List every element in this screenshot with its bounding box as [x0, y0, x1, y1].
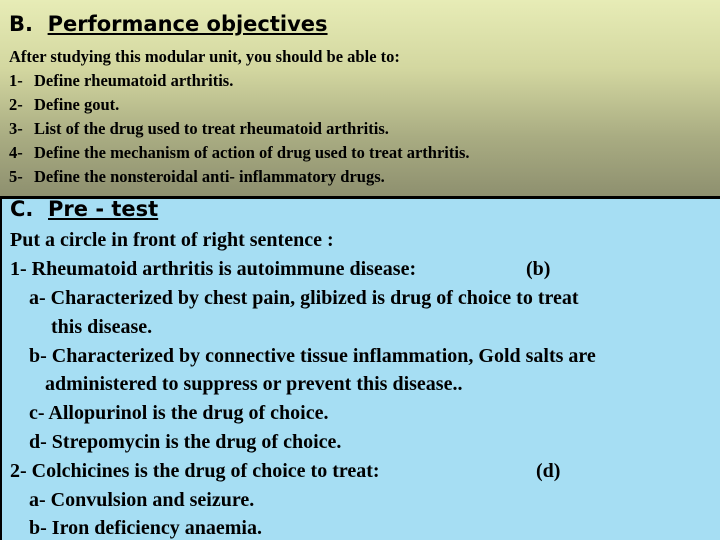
option-line: a- Convulsion and seizure. — [29, 489, 255, 511]
answer-key: (b) — [526, 258, 551, 280]
option-line: a- Characterized by chest pain, glibized is drug of choice to treat — [29, 287, 579, 309]
question-stem: 1- Rheumatoid arthritis is autoimmune disease: — [10, 258, 417, 280]
section-b-letter: B. — [9, 12, 33, 36]
section-b-title: Performance objectives — [47, 12, 328, 36]
objective-text: Define the mechanism of action of drug used to treat arthritis. — [34, 143, 470, 162]
objective-text: Define the nonsteroidal anti- inflammatory drugs. — [34, 167, 385, 186]
objective-number: 2- — [9, 95, 23, 114]
objective-item — [9, 145, 470, 162]
option-line: b- Characterized by connective tissue inflammation, Gold salts are — [29, 345, 596, 367]
objective-number: 3- — [9, 119, 23, 138]
objective-item — [9, 97, 119, 114]
objective-number: 1- — [9, 71, 23, 90]
objectives-intro: After studying this modular unit, you should be able to: — [9, 47, 400, 66]
objective-item — [9, 73, 233, 90]
section-c-letter: C. — [10, 197, 34, 221]
pre-test-instruction: Put a circle in front of right sentence : — [10, 229, 334, 251]
section-c-title: Pre - test — [48, 197, 159, 221]
objective-number: 5- — [9, 167, 23, 186]
objective-number: 4- — [9, 143, 23, 162]
objective-item — [9, 169, 385, 186]
section-b-heading — [9, 14, 328, 35]
option-line: this disease. — [51, 316, 153, 338]
objective-text: List of the drug used to treat rheumatoid arthritis. — [34, 119, 389, 138]
option-line: c- Allopurinol is the drug of choice. — [29, 402, 329, 424]
objective-text: Define rheumatoid arthritis. — [34, 71, 234, 90]
option-line: administered to suppress or prevent this disease.. — [45, 373, 463, 395]
option-line: d- Strepomycin is the drug of choice. — [29, 431, 342, 453]
answer-key: (d) — [536, 460, 561, 482]
option-line: b- Iron deficiency anaemia. — [29, 517, 262, 539]
section-c-heading — [10, 199, 158, 220]
objective-item — [9, 121, 389, 138]
objective-text: Define gout. — [34, 95, 120, 114]
question-stem: 2- Colchicines is the drug of choice to treat: — [10, 460, 380, 482]
